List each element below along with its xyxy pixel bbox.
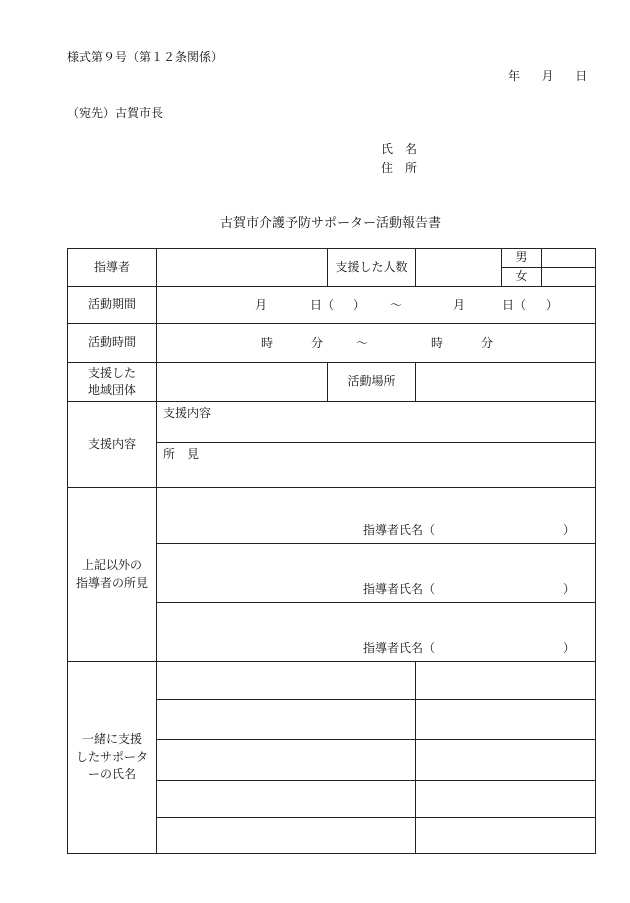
- supporter-name-field[interactable]: [416, 781, 596, 818]
- activity-period-label: 活動期間: [68, 287, 157, 324]
- date-year: 年: [508, 69, 521, 83]
- co-supporters-label: 一緒に支援 したサポータ ーの氏名: [68, 662, 157, 854]
- instructor-signature-1: 指導者氏名（ ）: [363, 522, 575, 537]
- supported-count-label: 支援した人数: [328, 249, 416, 287]
- supporter-name-field[interactable]: [157, 740, 416, 781]
- document-title: 古賀市介護予防サポーター活動報告書: [220, 216, 442, 231]
- instructor-field[interactable]: [157, 249, 328, 287]
- date-day: 日: [575, 69, 588, 83]
- time-hour-1: 時: [261, 336, 274, 350]
- other-findings-field-2[interactable]: [157, 544, 596, 603]
- date-line: [508, 67, 587, 84]
- activity-time-field[interactable]: [157, 324, 596, 363]
- period-day-2: 日（: [502, 298, 527, 312]
- period-day-1: 日（: [310, 298, 335, 312]
- activity-place-field[interactable]: [416, 363, 596, 402]
- supported-group-label: 支援した 地域団体: [68, 363, 157, 402]
- period-tilde: ～: [390, 298, 403, 312]
- other-findings-field-3[interactable]: [157, 603, 596, 662]
- supporter-name-field[interactable]: [157, 700, 416, 740]
- period-paren-2: ）: [546, 298, 559, 312]
- supporter-name-field[interactable]: [157, 781, 416, 818]
- other-instructors-label: 上記以外の 指導者の所見: [68, 488, 157, 662]
- time-hour-2: 時: [431, 336, 444, 350]
- form-number: 様式第９号（第１２条関係）: [67, 50, 224, 64]
- supporter-name-field[interactable]: [157, 662, 416, 700]
- supporter-name-field[interactable]: [416, 740, 596, 781]
- period-month-2: 月: [453, 298, 466, 312]
- report-form-table: [67, 248, 596, 854]
- findings-field[interactable]: [157, 443, 596, 488]
- female-count-field[interactable]: [542, 268, 596, 287]
- male-label: 男: [502, 249, 542, 268]
- period-month-1: 月: [255, 298, 268, 312]
- time-min-1: 分: [311, 336, 324, 350]
- supported-count-field[interactable]: [416, 249, 502, 287]
- addressee: （宛先）古賀市長: [67, 106, 164, 120]
- applicant-address-label: 住 所: [381, 161, 418, 175]
- instructor-signature-3: 指導者氏名（ ）: [363, 640, 575, 655]
- instructor-label: 指導者: [68, 249, 157, 287]
- supported-group-field[interactable]: [157, 363, 328, 402]
- time-tilde: ～: [356, 336, 369, 350]
- supporter-name-field[interactable]: [416, 818, 596, 854]
- findings-sublabel: 所 見: [163, 447, 200, 461]
- instructor-signature-2: 指導者氏名（ ）: [363, 581, 575, 596]
- time-min-2: 分: [481, 336, 494, 350]
- support-content-field[interactable]: [157, 402, 596, 443]
- period-paren-1: ）: [353, 298, 366, 312]
- activity-period-field[interactable]: [157, 287, 596, 324]
- other-findings-field-1[interactable]: [157, 488, 596, 544]
- support-content-sublabel: 支援内容: [163, 406, 212, 420]
- supporter-name-field[interactable]: [416, 700, 596, 740]
- female-label: 女: [502, 268, 542, 287]
- applicant-name-label: 氏 名: [381, 142, 418, 156]
- date-month: 月: [541, 69, 554, 83]
- activity-place-label: 活動場所: [328, 363, 416, 402]
- male-count-field[interactable]: [542, 249, 596, 268]
- supporter-name-field[interactable]: [157, 818, 416, 854]
- activity-time-label: 活動時間: [68, 324, 157, 363]
- support-content-label: 支援内容: [68, 402, 157, 488]
- supporter-name-field[interactable]: [416, 662, 596, 700]
